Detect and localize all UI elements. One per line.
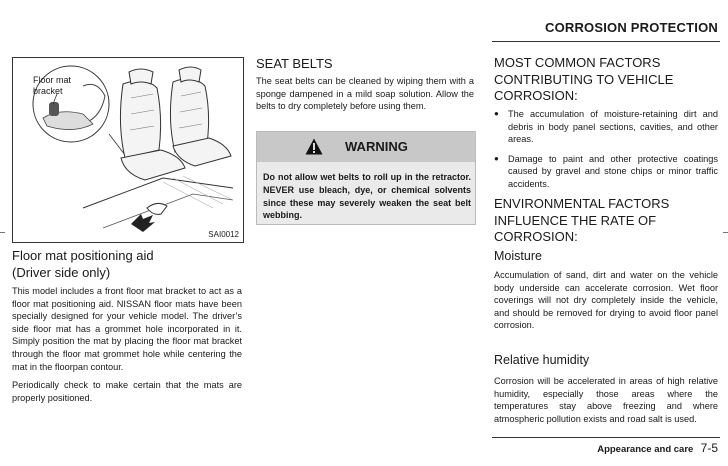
list-item: ● Damage to paint and other protective coatings caused by gravel and stone chips or minor traffic accidents. <box>494 153 718 191</box>
warning-triangle-icon <box>305 138 323 155</box>
bracket-callout <box>33 75 71 97</box>
corrosion-factor-list <box>494 108 718 197</box>
callout-line-1: Floor mat <box>33 75 72 85</box>
corrosion-factors-heading: MOST COMMON FACTORS CONTRIBUTING TO VEHICLE CORROSION: <box>494 55 674 103</box>
floor-mat-title: Floor mat positioning aid <box>12 248 154 263</box>
seat-belts-heading: SEAT BELTS <box>256 56 333 71</box>
page-number: 7-5 <box>700 441 718 455</box>
floor-mat-body <box>12 285 242 410</box>
relative-humidity-heading: Relative humidity <box>494 353 590 367</box>
warning-box <box>256 131 476 225</box>
seat-belts-text: The seat belts can be cleaned by wiping them with a sponge dampened in a mild soap solution. Allow the belts to dry completely before using them. <box>256 76 474 112</box>
crop-mark-right <box>723 232 728 233</box>
floor-mat-paragraph-1: This model includes a front floor mat bracket to act as a floor mat positioning aid. NISSAN floor mats have been specially designed for your vehicle model. The driver’s side floor mat has a grommet hole incorporated in it. Simply position the mat by placing the floor mat bracket through the floor mat grommet hole while centering the mat in the floorpan contour. <box>12 286 242 372</box>
relative-humidity-text: Corrosion will be accelerated in areas of high relative humidity, especially those areas where the temperatures stay above freezing and where atmospheric pollution exists and road salt is used. <box>494 376 718 424</box>
footer-rule <box>492 437 720 438</box>
page-footer <box>597 441 718 455</box>
floor-mat-illustration <box>12 57 244 243</box>
section-header: CORROSION PROTECTION <box>544 20 718 35</box>
warning-text: Do not allow wet belts to roll up in the retractor. NEVER use bleach, dye, or chemical solvents since these may severely weaken the seat belt webbing. <box>263 172 471 221</box>
crop-mark-left <box>0 232 5 233</box>
moisture-heading: Moisture <box>494 249 542 263</box>
floor-mat-subtitle: (Driver side only) <box>12 265 111 280</box>
warning-title: WARNING <box>345 139 408 154</box>
floor-mat-paragraph-2: Periodically check to make certain that the mats are properly positioned. <box>12 380 242 403</box>
list-item: ● The accumulation of moisture-retaining dirt and debris in body panel sections, cavities, and other areas. <box>494 108 718 146</box>
environmental-factors-heading: ENVIRONMENTAL FACTORS INFLUENCE THE RATE OF CORROSION: <box>494 196 670 244</box>
floor-mat-heading <box>12 247 244 281</box>
callout-line-2: bracket <box>33 86 63 96</box>
header-rule <box>492 41 720 42</box>
moisture-text: Accumulation of sand, dirt and water on the vehicle body underside can accelerate corrosion. Wet floor coverings will not dry completely inside the vehicle, and should be removed for drying to avoid floor panel corrosion. <box>494 270 718 331</box>
footer-section-name: Appearance and care <box>597 444 694 455</box>
figure-code: SAI0012 <box>208 230 239 239</box>
